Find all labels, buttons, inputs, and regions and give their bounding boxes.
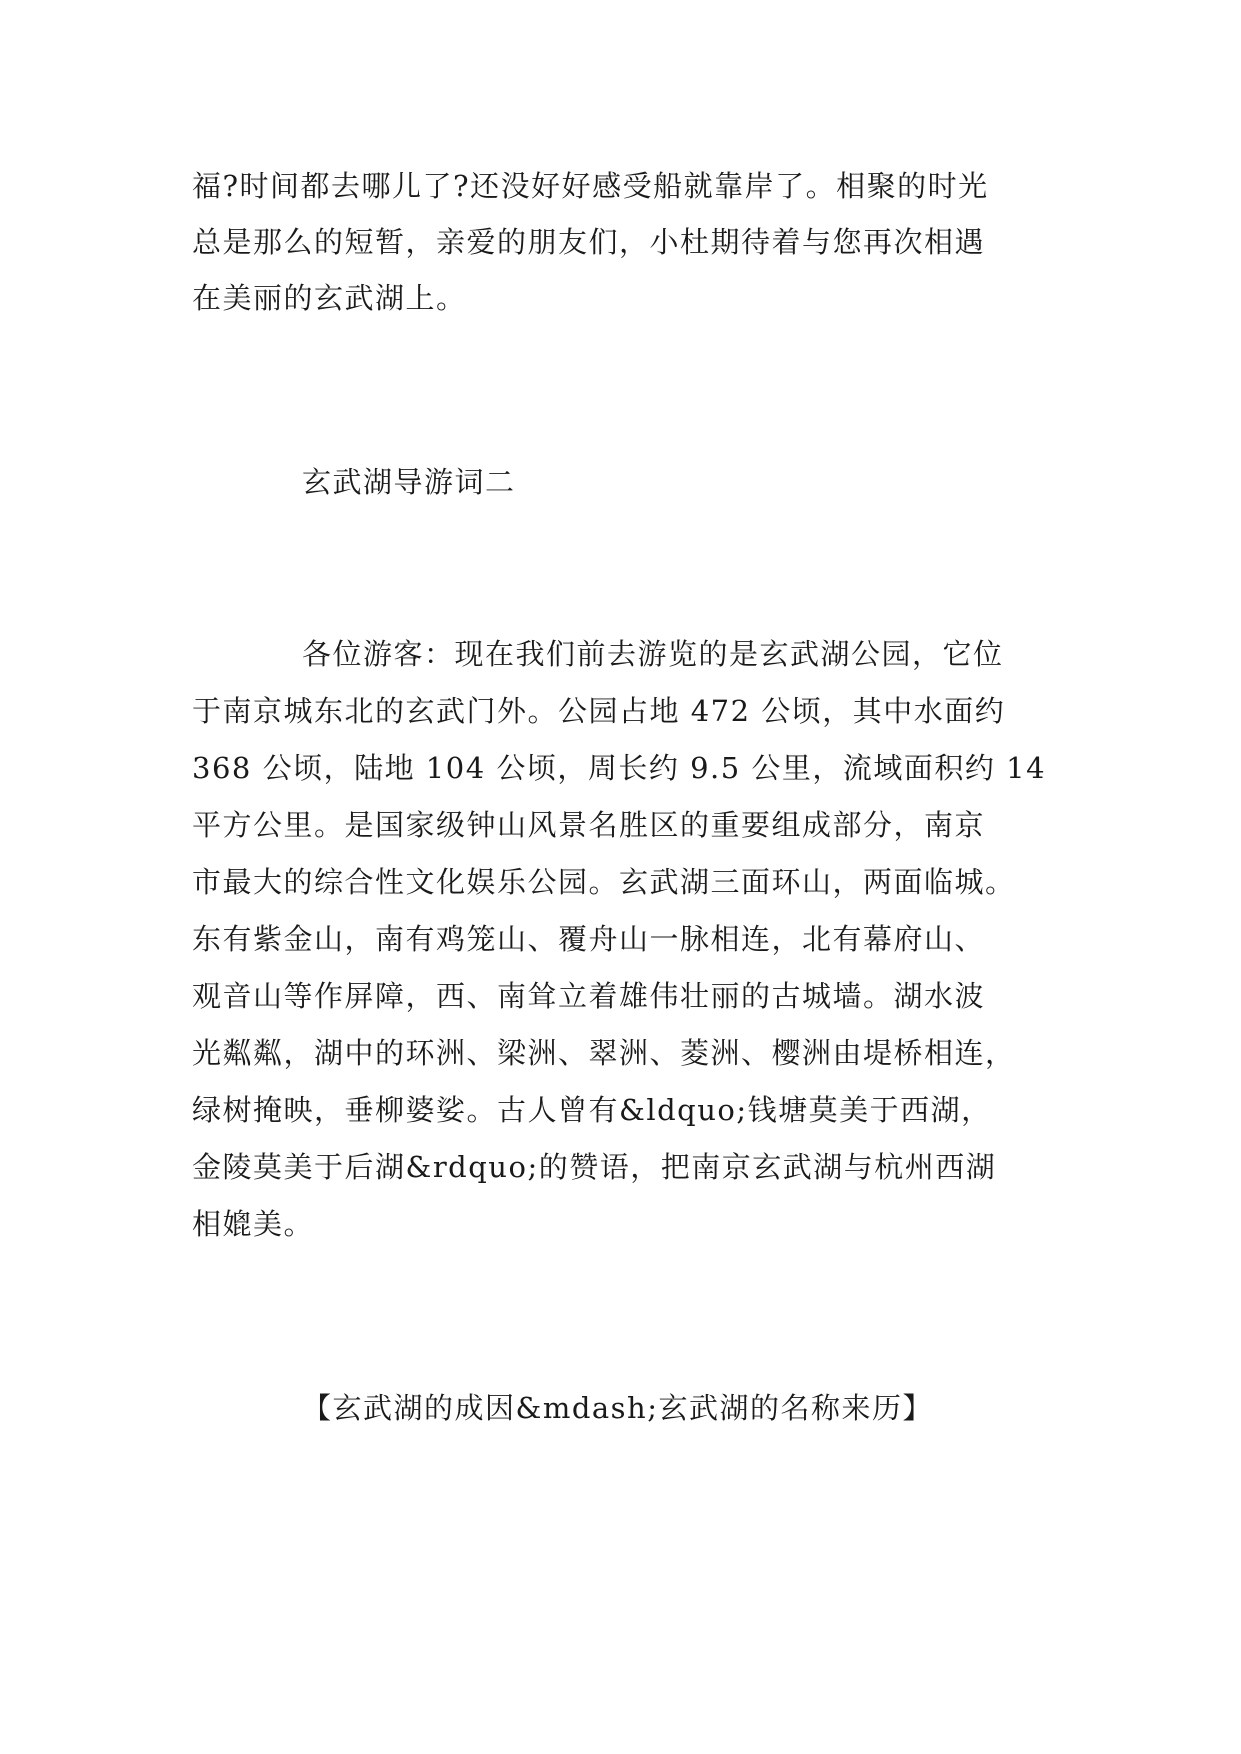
- paragraph-main-line-6: 东有紫金山，南有鸡笼山、覆舟山一脉相连，北有幕府山、: [192, 922, 986, 956]
- paragraph-main-line-4: 平方公里。是国家级钟山风景名胜区的重要组成部分，南京: [192, 808, 986, 842]
- paragraph-top-line-1: 福?时间都去哪儿了?还没好好感受船就靠岸了。相聚的时光: [192, 169, 989, 203]
- paragraph-main-line-7: 观音山等作屏障，西、南耸立着雄伟壮丽的古城墙。湖水波: [192, 979, 986, 1013]
- paragraph-main-line-8: 光粼粼，湖中的环洲、梁洲、翠洲、菱洲、樱洲由堤桥相连，: [192, 1036, 1016, 1070]
- paragraph-main-line-3: 368 公顷，陆地 104 公顷，周长约 9.5 公里，流域面积约 14: [192, 751, 1047, 785]
- paragraph-top-line-2: 总是那么的短暂，亲爱的朋友们，小杜期待着与您再次相遇: [192, 225, 986, 259]
- paragraph-main-line-5: 市最大的综合性文化娱乐公园。玄武湖三面环山，两面临城。: [192, 865, 1016, 899]
- paragraph-main-line-2: 于南京城东北的玄武门外。公园占地 472 公顷，其中水面约: [192, 694, 1006, 728]
- paragraph-top-line-3: 在美丽的玄武湖上。: [192, 281, 467, 315]
- section-title: 玄武湖导游词二: [302, 465, 516, 499]
- paragraph-main-line-10: 金陵莫美于后湖&rdquo;的赞语，把南京玄武湖与杭州西湖: [192, 1150, 997, 1184]
- paragraph-main-line-11: 相媲美。: [192, 1207, 315, 1241]
- paragraph-main-line-9: 绿树掩映，垂柳婆娑。古人曾有&ldquo;钱塘莫美于西湖，: [192, 1093, 992, 1127]
- paragraph-main-line-1: 各位游客：现在我们前去游览的是玄武湖公园，它位: [302, 637, 1004, 671]
- footer-heading: 【玄武湖的成因&mdash;玄武湖的名称来历】: [302, 1391, 933, 1425]
